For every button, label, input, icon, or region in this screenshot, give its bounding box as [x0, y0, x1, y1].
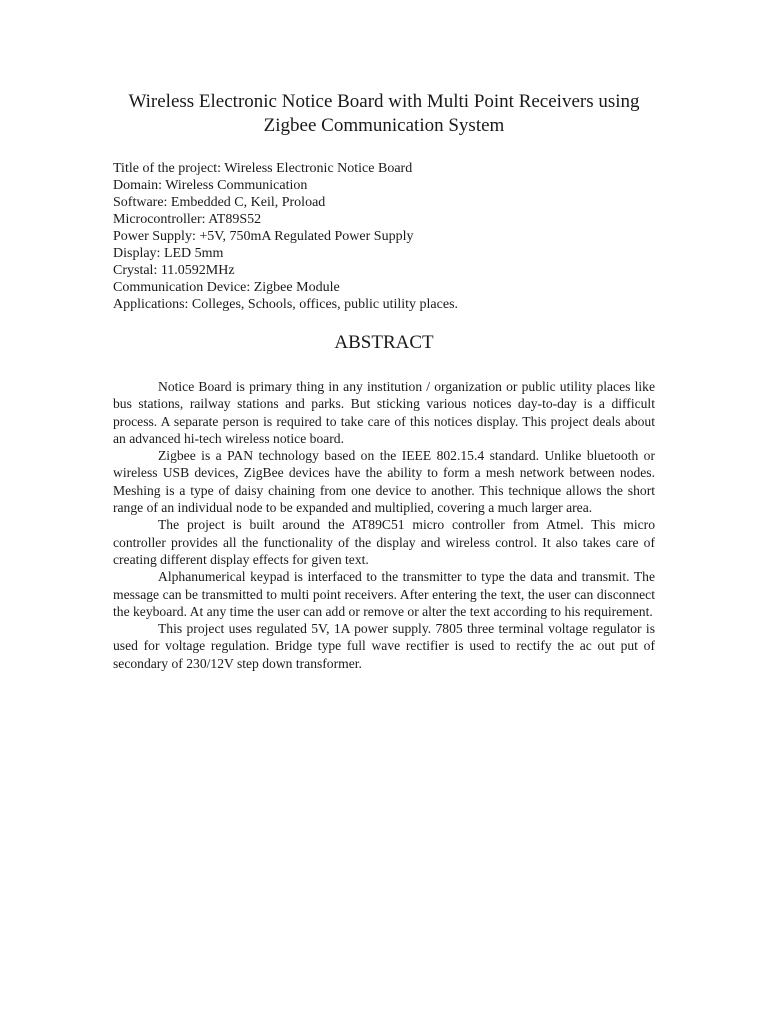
- detail-power-supply: Power Supply: +5V, 750mA Regulated Power Supply: [113, 229, 414, 244]
- detail-display: Display: LED 5mm: [113, 246, 224, 261]
- detail-software: Software: Embedded C, Keil, Proload: [113, 195, 326, 210]
- abstract-body: [113, 378, 655, 672]
- abstract-heading: ABSTRACT: [334, 332, 434, 353]
- document-title: Wireless Electronic Notice Board with Multi Point Receivers using Zigbee Communication System: [128, 91, 640, 136]
- abstract-paragraph: This project uses regulated 5V, 1A power supply. 7805 three terminal voltage regulator is used for voltage regulation. Bridge type full wave rectifier is used to rectify the ac out put of secondary of 230/12V step down transformer.: [113, 621, 655, 671]
- abstract-paragraph: Notice Board is primary thing in any institution / organization or public utility places like bus stations, railway stations and parks. But sticking various notices day-to-day is a difficult process. A separate person is required to take care of this notices display. This project deals about an advanced hi-tech wireless notice board.: [113, 379, 655, 446]
- detail-project-title: Title of the project: Wireless Electronic Notice Board: [113, 161, 413, 176]
- detail-crystal: Crystal: 11.0592MHz: [113, 263, 235, 278]
- project-details-list: [113, 160, 673, 313]
- detail-communication-device: Communication Device: Zigbee Module: [113, 280, 340, 295]
- abstract-paragraph: Zigbee is a PAN technology based on the IEEE 802.15.4 standard. Unlike bluetooth or wireless USB devices, ZigBee devices have the ability to form a mesh network between nodes. Meshing is a type of daisy chaining from one device to another. This technique allows the short range of an individual node to be expanded and multiplied, covering a much larger area.: [113, 448, 655, 516]
- abstract-paragraph: The project is built around the AT89C51 micro controller from Atmel. This micro controller provides all the functionality of the display and wireless control. It also takes care of creating different display effects for given text.: [113, 517, 655, 567]
- detail-domain: Domain: Wireless Communication: [113, 178, 308, 193]
- detail-applications: Applications: Colleges, Schools, offices, public utility places.: [113, 297, 459, 312]
- detail-microcontroller: Microcontroller: AT89S52: [113, 212, 262, 227]
- abstract-paragraph: Alphanumerical keypad is interfaced to the transmitter to type the data and transmit. The message can be transmitted to multi point receivers. After entering the text, the user can disconnect the keyboard. At any time the user can add or remove or alter the text according to his requirement.: [113, 569, 655, 619]
